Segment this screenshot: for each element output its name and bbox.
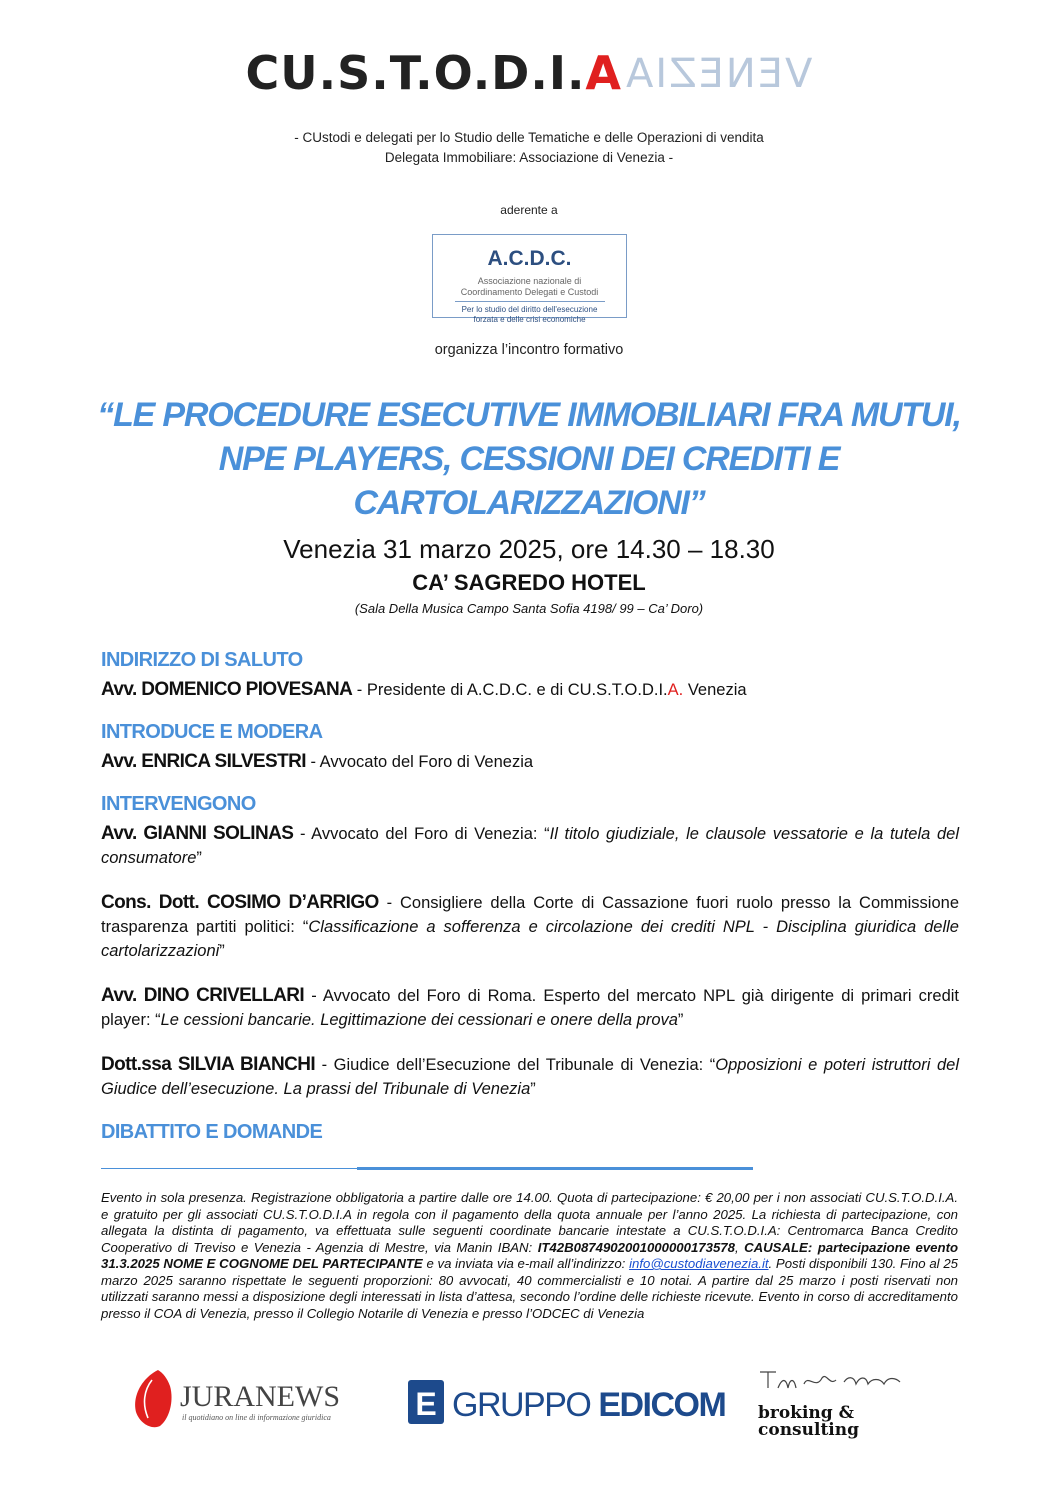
section-divider-thick (357, 1167, 753, 1170)
gruppo-edicom-logo (406, 1376, 726, 1428)
subtitle-line-1: - CUstodi e delegati per lo Studio delle Tematiche e delle Operazioni di vendita (294, 130, 764, 145)
quote-end: ” (530, 1080, 536, 1098)
dibattito-heading: DIBATTITO E DOMANDE (101, 1121, 323, 1143)
logo-mirror-text: VENEZIA (624, 51, 813, 97)
quote-end: ” (196, 849, 202, 867)
organizza-label: organizza l’incontro formativo (434, 342, 624, 358)
event-date-time: Venezia 31 marzo 2025, ore 14.30 – 18.30 (283, 534, 775, 564)
iban-value: IT42B0874902001000000173578 (537, 1239, 735, 1255)
causale-text: CAUSALE: partecipazione evento 31.3.2025 NOME E COGNOME DEL PARTECIPANTE (101, 1239, 959, 1271)
juranews-logo (130, 1366, 340, 1432)
speaker-role: - Avvocato del Foro di Venezia (305, 753, 534, 771)
info-text-1: Evento in sola presenza. Registrazione obbligatoria a partire dalle ore 14.00. Quota di partecipazione: € 20,00 per i non associati CU.S.T.O.D.I.A. e gratuito per gli associati CU.S.T.O.D.I.A in regola con il pagamento della quota annuale per l’anno 2025. La richiesta di partecipazione, con allegata la distinta di pagamento, va effettuata sulle seguenti coordinate bancarie intestate a CU.S.T.O.D.I.A: Centromarca Banca Credito Cooperativo di Treviso e Venezia - Agenzia di Mestre, via Manin IBAN: (101, 1190, 958, 1255)
talk-topic: Il titolo giudiziale, le clausole vessatorie e la tutela del consumatore (101, 825, 959, 867)
event-address: (Sala Della Musica Campo Santa Sofia 4198/ 99 – Ca’ Doro) (354, 601, 704, 616)
juranews-tagline: il quotidiano on line di informazione giuridica (182, 1413, 331, 1422)
modera-heading: INTRODUCE E MODERA (101, 721, 323, 743)
aderente-label: aderente a (500, 203, 558, 217)
red-letter: A. (667, 681, 684, 699)
custodia-logo (0, 46, 1058, 100)
title-line-1: “LE PROCEDURE ESECUTIVE IMMOBILIARI FRA MUTUI, (97, 396, 961, 434)
title-line-3: CARTOLARIZZAZIONI” (353, 484, 705, 522)
acdc-subtitle (433, 276, 626, 298)
edicom-mark-icon (406, 1376, 726, 1428)
acdc-tagline (433, 305, 626, 325)
speaker-name: Avv. GIANNI SOLINAS (101, 823, 294, 844)
acdc-divider (455, 301, 605, 302)
acdc-tagline-line-1: Per lo studio del diritto dell'esecuzione (461, 305, 598, 314)
speaker-role-end: Venezia (683, 681, 747, 699)
broking-consulting-logo (756, 1362, 916, 1442)
registration-info (101, 1190, 958, 1322)
email-link[interactable]: info@custodiavenezia.it (629, 1256, 769, 1271)
section-divider-thin (101, 1168, 361, 1169)
subtitle-line-2: Delegata Immobiliare: Associazione di Venezia - (384, 150, 674, 165)
speaker-role: - Giudice dell’Esecuzione del Tribunale di Venezia: “ (315, 1056, 716, 1074)
association-subtitle (0, 128, 1058, 168)
logo-red-letter: A (585, 46, 623, 100)
speaker-solinas (101, 822, 959, 870)
speaker-bianchi (101, 1053, 959, 1101)
speaker-name: Avv. DOMENICO PIOVESANA (101, 679, 353, 700)
modera-speaker (101, 750, 959, 774)
acdc-sub-line-2: Coordinamento Delegati e Custodi (460, 287, 599, 297)
event-venue: CA’ SAGREDO HOTEL (412, 570, 646, 595)
acdc-sub-line-1: Associazione nazionale di (477, 276, 582, 286)
title-line-2: NPE PLAYERS, CESSIONI DEI CREDITI E (218, 440, 840, 478)
edicom-name (452, 1386, 725, 1424)
speaker-role: - Avvocato del Foro di Roma. Esperto del mercato NPL già dirigente di primari credit player: “ (101, 987, 959, 1029)
quote-end: ” (219, 942, 225, 960)
speaker-name: Avv. ENRICA SILVESTRI (101, 751, 306, 772)
speaker-name: Dott.ssa SILVIA BIANCHI (101, 1054, 315, 1075)
logo-text: CU.S.T.O.D.I. (245, 46, 586, 100)
speaker-name: Cons. Dott. COSIMO D’ARRIGO (101, 892, 379, 913)
acdc-tagline-line-2: forzata e delle crisi economiche (473, 315, 586, 324)
event-title (0, 393, 1058, 525)
broking-line-1: broking & (758, 1403, 854, 1423)
info-sep: , (734, 1239, 745, 1255)
intervengono-heading: INTERVENGONO (101, 793, 256, 815)
speaker-name: Avv. DINO CRIVELLARI (101, 985, 305, 1006)
talk-topic: Le cessioni bancarie. Legittimazione dei cessionari e onere della prova (160, 1011, 678, 1029)
talk-topic: Opposizioni e poteri istruttori del Giudice dell’esecuzione. La prassi del Tribunale di Venezia (101, 1056, 959, 1098)
broking-line-2: consulting (758, 1420, 859, 1440)
speaker-role: - Avvocato del Foro di Venezia: “ (293, 825, 550, 843)
speaker-darrigo (101, 891, 959, 963)
edicom-letter: E (415, 1386, 437, 1422)
juranews-name: JURANEWS (180, 1380, 341, 1413)
speaker-role: - Presidente di A.C.D.C. e di CU.S.T.O.D.I. (352, 681, 668, 699)
saluto-heading: INDIRIZZO DI SALUTO (101, 649, 303, 671)
acdc-title: A.C.D.C. (487, 247, 572, 270)
juranews-leaf-icon (130, 1366, 340, 1432)
talk-topic: Classificazione a sofferenza e circolazione dei crediti NPL - Disciplina giuridica delle cartolarizzazioni (101, 918, 959, 960)
info-text-2: e va inviata via e-mail all’indirizzo: (422, 1256, 630, 1271)
speaker-crivellari (101, 984, 959, 1032)
broking-signature-icon (756, 1362, 916, 1442)
saluto-speaker (101, 678, 959, 702)
speaker-role: - Consigliere della Corte di Cassazione fuori ruolo presso la Commissione trasparenza partiti politici: “ (101, 894, 959, 936)
edicom-bold: EDICOM (598, 1386, 726, 1424)
acdc-logo (432, 234, 627, 324)
quote-end: ” (677, 1011, 684, 1029)
info-text-3: . Posti disponibili 130. Fino al 25 marzo 2025 saranno rispettate le seguenti proporzioni: 80 avvocati, 40 commercialisti e 10 notai. A partire dal 25 marzo i posti riservati non utilizzati saranno messi a disposizione degli interessati in lista d’attesa, secondo l’ordine delle richieste ricevute. Evento in corso di accreditamento presso il COA di Venezia, presso il Collegio Notarile di Venezia e presso l’ODCEC di Venezia (101, 1256, 958, 1321)
edicom-prefix: GRUPPO (452, 1386, 599, 1424)
